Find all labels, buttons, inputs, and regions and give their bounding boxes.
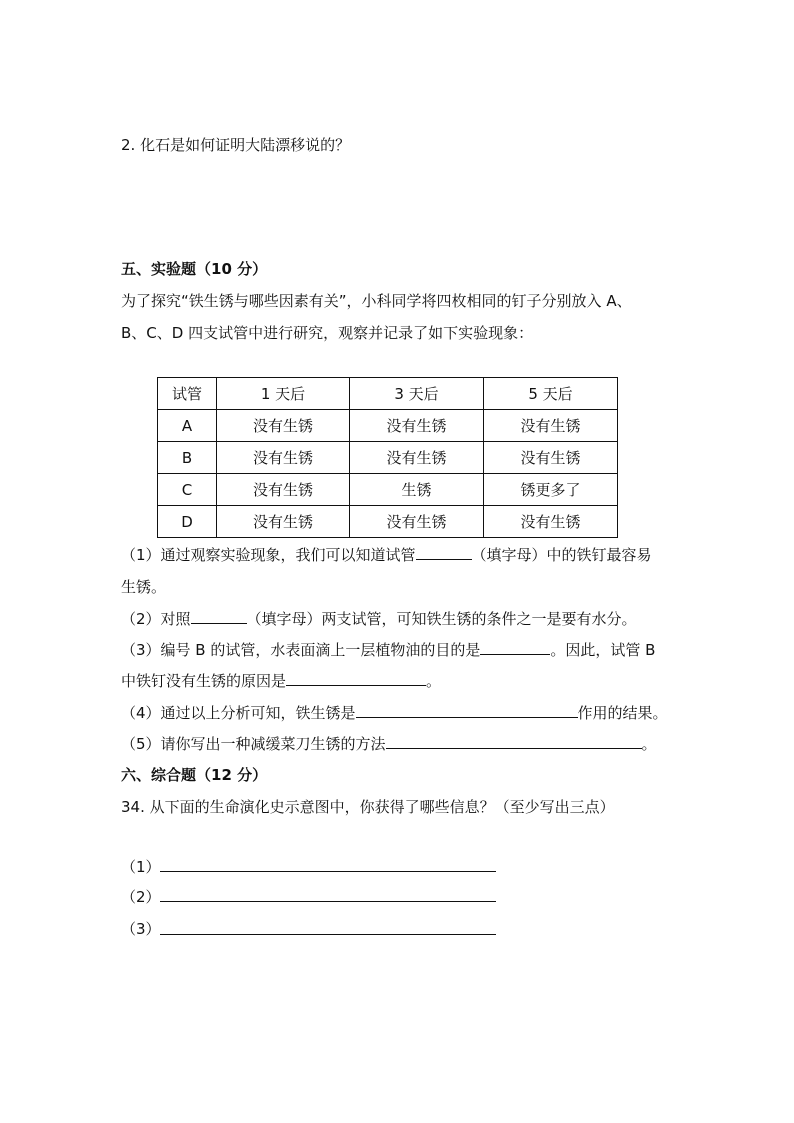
question-3-text-cont: 中铁钉没有生锈的原因是 — [121, 672, 287, 690]
answer-label: （1） — [121, 858, 161, 876]
answer-line[interactable] — [160, 934, 496, 935]
table-cell: 没有生锈 — [350, 442, 484, 474]
question-1-text-end: （填字母）中的铁钉最容易 — [471, 546, 652, 564]
question-5-text-end: 。 — [641, 735, 657, 753]
answer-line[interactable] — [160, 871, 496, 872]
answer-blank[interactable] — [416, 545, 472, 560]
table-cell: B — [158, 442, 217, 474]
table-cell: 没有生锈 — [484, 410, 618, 442]
section-6-title: 六、综合题（12 分） — [121, 766, 268, 784]
question-2-text: （2）对照 — [121, 610, 191, 628]
question-3 — [121, 639, 655, 660]
question-4-text: （4）通过以上分析可知，铁生锈是 — [121, 704, 356, 722]
section-5-title: 五、实验题（10 分） — [121, 260, 268, 278]
experiment-table — [157, 377, 618, 538]
table-header-row — [158, 378, 618, 410]
answer-blank[interactable] — [191, 609, 247, 624]
table-row — [158, 506, 618, 538]
table-row — [158, 474, 618, 506]
section-5-intro-line1: 为了探究“铁生锈与哪些因素有关”，小科同学将四枚相同的钉子分别放入 A、 — [121, 292, 632, 310]
table-header-cell: 1 天后 — [217, 378, 350, 410]
table-header-cell: 试管 — [158, 378, 217, 410]
question-5 — [121, 733, 657, 754]
table-cell: 没有生锈 — [350, 506, 484, 538]
answer-label: （3） — [121, 920, 161, 938]
section-5-intro-line2: B、C、D 四支试管中进行研究，观察并记录了如下实验现象： — [121, 324, 534, 342]
question-3-text-end: 。 — [426, 672, 442, 690]
question-34: 34. 从下面的生命演化史示意图中，你获得了哪些信息？（至少写出三点） — [121, 798, 615, 816]
table-cell: 没有生锈 — [484, 442, 618, 474]
table-cell: 没有生锈 — [217, 506, 350, 538]
table-row — [158, 442, 618, 474]
question-2: 2. 化石是如何证明大陆漂移说的？ — [121, 136, 351, 154]
question-1-continuation: 生锈。 — [121, 578, 167, 596]
question-3-text-mid: 。因此，试管 B — [550, 641, 656, 659]
table-cell: 生锈 — [350, 474, 484, 506]
answer-label: （2） — [121, 888, 161, 906]
answer-blank[interactable] — [286, 671, 426, 686]
table-cell: 没有生锈 — [217, 442, 350, 474]
question-1-text: （1）通过观察实验现象，我们可以知道试管 — [121, 546, 416, 564]
question-4-text-end: 作用的结果。 — [577, 704, 668, 722]
table-header-cell: 3 天后 — [350, 378, 484, 410]
table-cell: 没有生锈 — [217, 410, 350, 442]
table-header-cell: 5 天后 — [484, 378, 618, 410]
table-cell: 没有生锈 — [484, 506, 618, 538]
table-cell: 没有生锈 — [350, 410, 484, 442]
answer-blank[interactable] — [356, 703, 578, 718]
table-cell: 没有生锈 — [217, 474, 350, 506]
answer-blank[interactable] — [480, 640, 550, 655]
table-cell: 锈更多了 — [484, 474, 618, 506]
answer-blank[interactable] — [386, 734, 642, 749]
question-3-continuation — [121, 670, 441, 691]
question-4 — [121, 702, 668, 723]
question-1 — [121, 544, 652, 565]
table-cell: C — [158, 474, 217, 506]
question-2-comparison — [121, 608, 637, 629]
table-row — [158, 410, 618, 442]
table-cell: D — [158, 506, 217, 538]
question-2-text-end: （填字母）两支试管，可知铁生锈的条件之一是要有水分。 — [246, 610, 637, 628]
answer-line[interactable] — [160, 901, 496, 902]
question-3-text: （3）编号 B 的试管，水表面滴上一层植物油的目的是 — [121, 641, 481, 659]
question-5-text: （5）请你写出一种减缓菜刀生锈的方法 — [121, 735, 386, 753]
table-cell: A — [158, 410, 217, 442]
